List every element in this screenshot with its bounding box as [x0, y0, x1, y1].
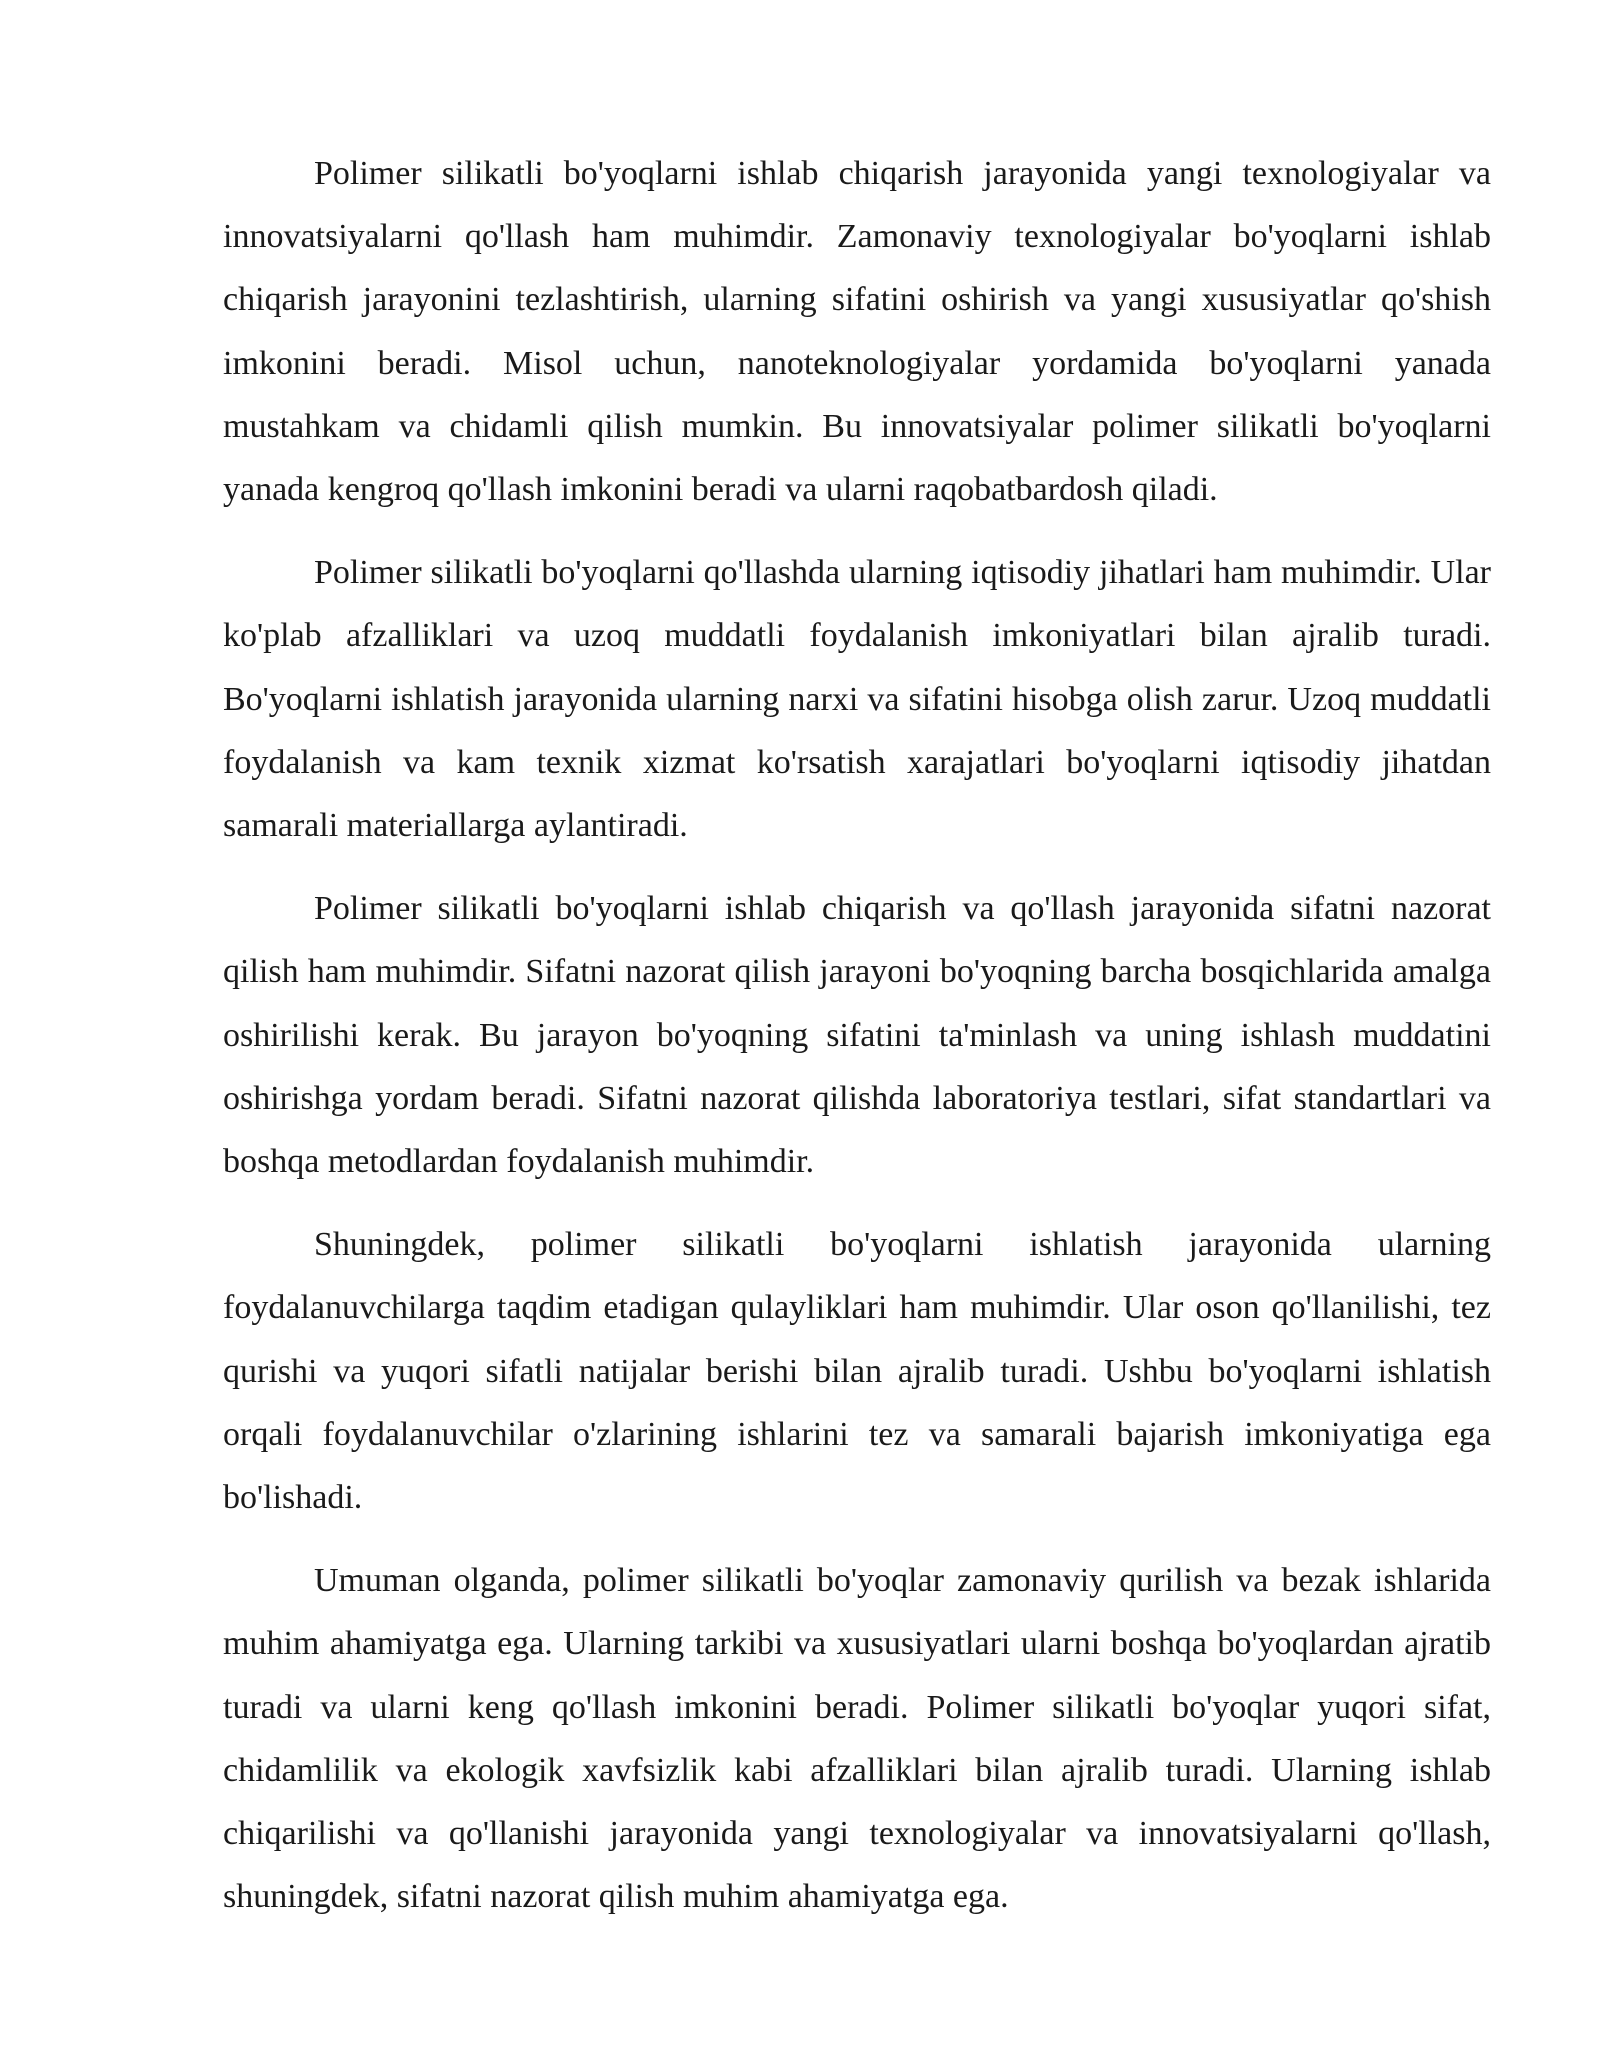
- paragraph-4: Shuningdek, polimer silikatli bo'yoqlarni ishlatish jarayonida ularning foydalanuvchilarga taqdim etadigan qulayliklari ham muhimdir. Ular oson qo'llanilishi, tez qurishi va yuqori sifatli natijalar berishi bilan ajralib turadi. Ushbu bo'yoqlarni ishlatish orqali foydalanuvchilar o'zlarining ishlarini tez va samarali bajarish imkoniyatiga ega bo'lishadi.: [223, 1226, 1491, 1517]
- paragraph-1: Polimer silikatli bo'yoqlarni ishlab chiqarish jarayonida yangi texnologiyalar va innovatsiyalarni qo'llash ham muhimdir. Zamonaviy texnologiyalar bo'yoqlarni ishlab chiqarish jarayonini tezlashtirish, ularning sifatini oshirish va yangi xususiyatlar qo'shish imkonini beradi. Misol uchun, nanoteknologiyalar yordamida bo'yoqlarni yanada mustahkam va chidamli qilish mumkin. Bu innovatsiyalar polimer silikatli bo'yoqlarni yanada kengroq qo'llash imkonini beradi va ularni raqobatbardosh qiladi.: [223, 155, 1491, 509]
- paragraph-3: Polimer silikatli bo'yoqlarni ishlab chiqarish va qo'llash jarayonida sifatni nazorat qilish ham muhimdir. Sifatni nazorat qilish jarayoni bo'yoqning barcha bosqichlarida amalga oshirilishi kerak. Bu jarayon bo'yoqning sifatini ta'minlash va uning ishlash muddatini oshirishga yordam beradi. Sifatni nazorat qilishda laboratoriya testlari, sifat standartlari va boshqa metodlardan foydalanish muhimdir.: [223, 890, 1491, 1181]
- paragraph-5: Umuman olganda, polimer silikatli bo'yoqlar zamonaviy qurilish va bezak ishlarida muhim ahamiyatga ega. Ularning tarkibi va xususiyatlari ularni boshqa bo'yoqlardan ajratib turadi va ularni keng qo'llash imkonini beradi. Polimer silikatli bo'yoqlar yuqori sifat, chidamlilik va ekologik xavfsizlik kabi afzalliklari bilan ajralib turadi. Ularning ishlab chiqarilishi va qo'llanishi jarayonida yangi texnologiyalar va innovatsiyalarni qo'llash, shuningdek, sifatni nazorat qilish muhim ahamiyatga ega.: [223, 1562, 1491, 1916]
- document-body: [223, 142, 1491, 1928]
- paragraph-2: Polimer silikatli bo'yoqlarni qo'llashda ularning iqtisodiy jihatlari ham muhimdir. Ular ko'plab afzalliklari va uzoq muddatli foydalanish imkoniyatlari bilan ajralib turadi. Bo'yoqlarni ishlatish jarayonida ularning narxi va sifatini hisobga olish zarur. Uzoq muddatli foydalanish va kam texnik xizmat ko'rsatish xarajatlari bo'yoqlarni iqtisodiy jihatdan samarali materiallarga aylantiradi.: [223, 554, 1491, 845]
